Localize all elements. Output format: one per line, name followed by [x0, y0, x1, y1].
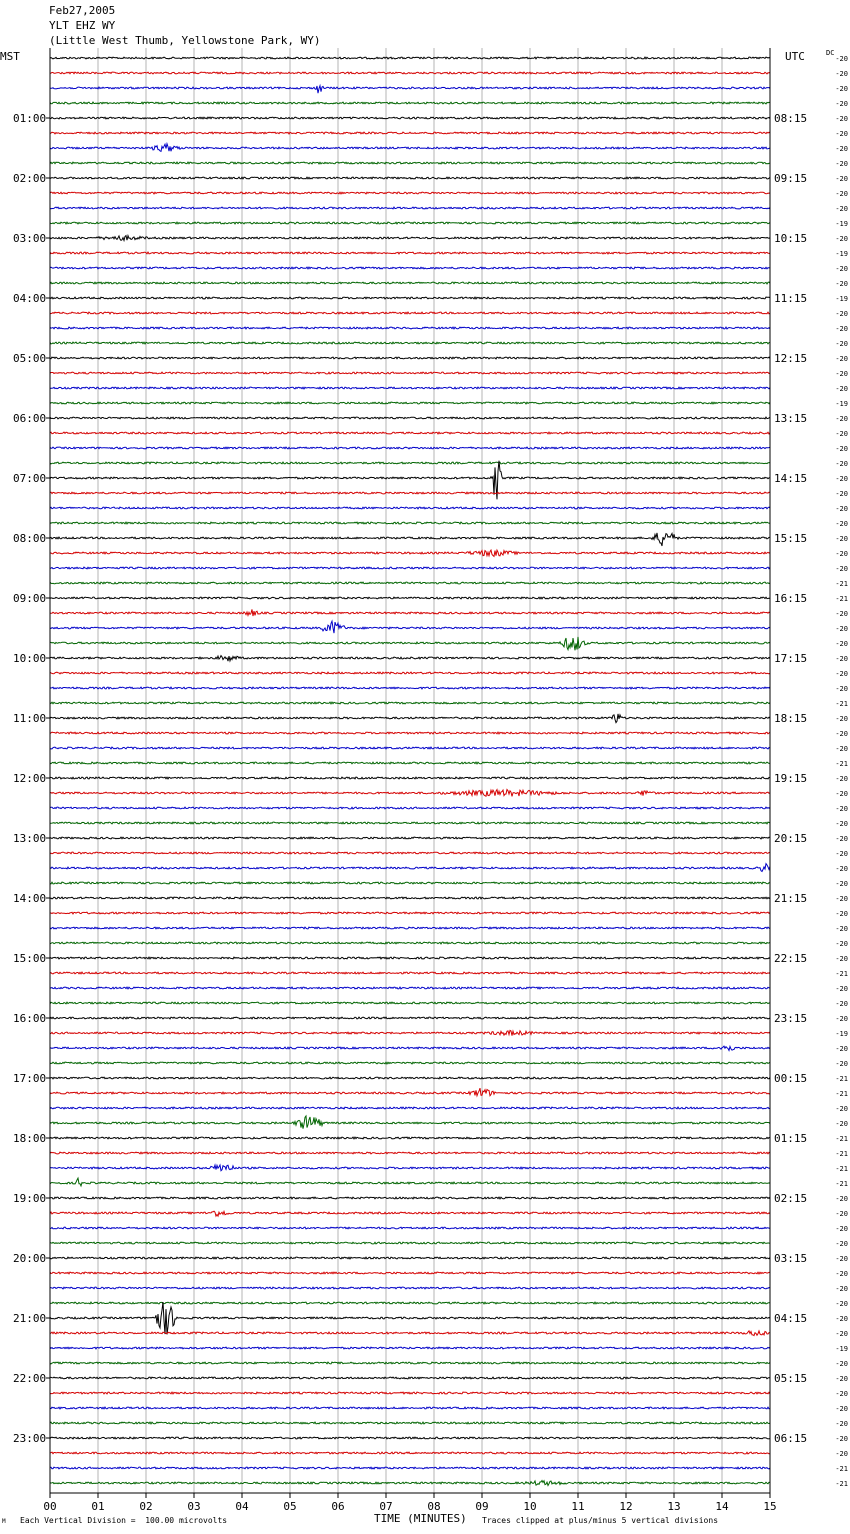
- trace-row-51: [50, 822, 770, 824]
- trace-row-24: [50, 417, 770, 419]
- station-code: YLT EHZ WY: [49, 19, 116, 32]
- dc-offset-value: -20: [835, 745, 848, 753]
- mst-hour-label: 21:00: [13, 1312, 47, 1325]
- trace-row-62: [50, 987, 770, 989]
- trace-row-66: [50, 1046, 770, 1050]
- dc-offset-value: -21: [835, 1090, 848, 1098]
- trace-row-45: [50, 732, 770, 734]
- dc-offset-value: -20: [835, 310, 848, 318]
- mst-hour-label: 14:00: [13, 892, 47, 905]
- mst-hour-label: 03:00: [13, 232, 47, 245]
- x-tick-label: 08: [427, 1500, 441, 1513]
- dc-offset-value: -20: [835, 1360, 848, 1368]
- dc-offset-value: -20: [835, 475, 848, 483]
- trace-row-27: [50, 462, 770, 464]
- utc-hour-label: 22:15: [774, 952, 808, 965]
- x-tick-label: 03: [187, 1500, 201, 1513]
- utc-hour-label: 08:15: [774, 112, 808, 125]
- trace-row-16: [50, 297, 770, 299]
- trace-row-59: [50, 942, 770, 944]
- trace-row-68: [50, 1077, 770, 1079]
- dc-offset-value: -20: [835, 775, 848, 783]
- x-tick-label: 06: [331, 1500, 345, 1513]
- mst-hour-label: 11:00: [13, 712, 47, 725]
- dc-offset-value: -20: [835, 445, 848, 453]
- dc-offset-value: -20: [835, 685, 848, 693]
- trace-row-64: [50, 1017, 770, 1019]
- dc-offset-value: -21: [835, 580, 848, 588]
- trace-row-34: [50, 567, 770, 569]
- dc-offset-value: -20: [835, 1225, 848, 1233]
- trace-row-22: [50, 387, 770, 389]
- utc-hour-label: 23:15: [774, 1012, 808, 1025]
- dc-offset-value: -20: [835, 610, 848, 618]
- scale-note: Each Vertical Division = 100.00 microvolts: [20, 1516, 228, 1525]
- dc-offset-value: -20: [835, 805, 848, 813]
- mst-hour-label: 19:00: [13, 1192, 47, 1205]
- utc-hour-label: 10:15: [774, 232, 808, 245]
- x-tick-label: 12: [619, 1500, 633, 1513]
- utc-hour-label: 13:15: [774, 412, 808, 425]
- trace-row-77: [50, 1211, 770, 1216]
- trace-row-63: [50, 1002, 770, 1004]
- dc-offset-value: -20: [835, 415, 848, 423]
- x-tick-label: 13: [667, 1500, 681, 1513]
- dc-offset-value: -21: [835, 595, 848, 603]
- x-tick-label: 10: [523, 1500, 537, 1513]
- dc-offset-value: -20: [835, 565, 848, 573]
- dc-offset-value: -21: [835, 1150, 848, 1158]
- dc-offset-value: -20: [835, 730, 848, 738]
- dc-offset-value: -20: [835, 1105, 848, 1113]
- dc-offset-label: DC: [826, 49, 835, 57]
- dc-offset-value: -20: [835, 235, 848, 243]
- mst-hour-label: 23:00: [13, 1432, 47, 1445]
- utc-hour-label: 16:15: [774, 592, 808, 605]
- trace-row-8: [50, 177, 770, 179]
- dc-offset-value: -20: [835, 925, 848, 933]
- trace-row-58: [50, 927, 770, 929]
- utc-hour-label: 15:15: [774, 532, 808, 545]
- mst-hour-label: 07:00: [13, 472, 47, 485]
- dc-offset-value: -20: [835, 1405, 848, 1413]
- dc-offset-value: -20: [835, 55, 848, 63]
- utc-hour-label: 03:15: [774, 1252, 808, 1265]
- axis-labels: [13, 55, 848, 1513]
- mst-hour-label: 10:00: [13, 652, 47, 665]
- trace-row-5: [50, 132, 770, 134]
- plot-date: Feb27,2005: [49, 4, 116, 17]
- dc-offset-value: -20: [835, 1390, 848, 1398]
- trace-row-40: [50, 656, 770, 662]
- dc-offset-value: -20: [835, 1285, 848, 1293]
- mst-hour-label: 18:00: [13, 1132, 47, 1145]
- mst-axis-label: MST: [0, 50, 20, 63]
- trace-row-38: [50, 621, 770, 633]
- trace-row-29: [50, 492, 770, 494]
- mst-hour-label: 02:00: [13, 172, 47, 185]
- trace-row-79: [50, 1242, 770, 1244]
- trace-row-46: [50, 747, 770, 749]
- trace-row-57: [50, 912, 770, 914]
- dc-offset-value: -19: [835, 1345, 848, 1353]
- dc-offset-value: -20: [835, 1330, 848, 1338]
- x-tick-label: 00: [43, 1500, 57, 1513]
- dc-offset-value: -20: [835, 715, 848, 723]
- trace-row-35: [50, 582, 770, 584]
- trace-row-72: [50, 1137, 770, 1139]
- trace-row-94: [50, 1467, 770, 1469]
- dc-offset-value: -20: [835, 985, 848, 993]
- trace-row-1: [50, 72, 770, 74]
- dc-offset-value: -20: [835, 385, 848, 393]
- trace-row-33: [50, 550, 770, 556]
- trace-row-71: [50, 1116, 770, 1129]
- trace-row-74: [50, 1165, 770, 1171]
- trace-row-14: [50, 267, 770, 269]
- dc-offset-value: -20: [835, 1315, 848, 1323]
- dc-offset-value: -20: [835, 490, 848, 498]
- trace-row-17: [50, 312, 770, 314]
- trace-row-39: [50, 637, 770, 650]
- trace-row-84: [50, 1302, 770, 1334]
- dc-offset-value: -20: [835, 370, 848, 378]
- utc-hour-label: 20:15: [774, 832, 808, 845]
- trace-row-21: [50, 372, 770, 374]
- x-axis-title: TIME (MINUTES): [374, 1512, 467, 1525]
- trace-row-80: [50, 1257, 770, 1259]
- x-tick-label: 02: [139, 1500, 153, 1513]
- mst-hour-label: 08:00: [13, 532, 47, 545]
- dc-offset-value: -20: [835, 70, 848, 78]
- dc-offset-value: -20: [835, 160, 848, 168]
- trace-row-69: [50, 1088, 770, 1096]
- trace-row-4: [50, 117, 770, 119]
- dc-offset-value: -20: [835, 1210, 848, 1218]
- trace-row-78: [50, 1227, 770, 1229]
- dc-offset-value: -20: [835, 910, 848, 918]
- utc-hour-label: 21:15: [774, 892, 808, 905]
- dc-offset-value: -20: [835, 895, 848, 903]
- dc-offset-value: -21: [835, 1135, 848, 1143]
- trace-row-65: [50, 1030, 770, 1035]
- dc-offset-value: -20: [835, 670, 848, 678]
- trace-row-2: [50, 86, 770, 94]
- utc-hour-label: 04:15: [774, 1312, 808, 1325]
- trace-row-70: [50, 1107, 770, 1109]
- seismic-traces: [50, 57, 770, 1485]
- dc-offset-value: -20: [835, 175, 848, 183]
- dc-offset-value: -20: [835, 520, 848, 528]
- trace-row-43: [50, 702, 770, 704]
- dc-offset-value: -20: [835, 1060, 848, 1068]
- trace-row-0: [50, 57, 770, 59]
- trace-row-95: [50, 1481, 770, 1486]
- trace-row-91: [50, 1422, 770, 1424]
- dc-offset-value: -20: [835, 100, 848, 108]
- dc-offset-value: -20: [835, 655, 848, 663]
- x-tick-label: 04: [235, 1500, 249, 1513]
- utc-hour-label: 05:15: [774, 1372, 808, 1385]
- trace-row-93: [50, 1452, 770, 1454]
- mst-hour-label: 15:00: [13, 952, 47, 965]
- utc-hour-label: 12:15: [774, 352, 808, 365]
- trace-row-50: [50, 807, 770, 809]
- dc-offset-value: -20: [835, 340, 848, 348]
- dc-offset-value: -20: [835, 1000, 848, 1008]
- mst-hour-label: 05:00: [13, 352, 47, 365]
- trace-row-18: [50, 327, 770, 329]
- dc-offset-value: -20: [835, 280, 848, 288]
- dc-offset-value: -20: [835, 1450, 848, 1458]
- trace-row-15: [50, 282, 770, 284]
- dc-offset-value: -20: [835, 460, 848, 468]
- trace-row-47: [50, 762, 770, 764]
- dc-offset-value: -20: [835, 130, 848, 138]
- dc-offset-value: -19: [835, 295, 848, 303]
- plot-frame: [50, 48, 770, 1493]
- dc-offset-value: -20: [835, 145, 848, 153]
- dc-offset-value: -20: [835, 880, 848, 888]
- dc-offset-value: -20: [835, 835, 848, 843]
- trace-row-23: [50, 402, 770, 404]
- dc-offset-value: -20: [835, 1300, 848, 1308]
- dc-offset-value: -19: [835, 250, 848, 258]
- trace-row-12: [50, 236, 770, 241]
- trace-row-60: [50, 957, 770, 959]
- dc-offset-value: -21: [835, 1180, 848, 1188]
- trace-row-7: [50, 162, 770, 164]
- minute-gridlines: [98, 48, 722, 1493]
- dc-offset-value: -20: [835, 535, 848, 543]
- utc-axis-label: UTC: [785, 50, 805, 63]
- trace-row-56: [50, 897, 770, 899]
- utc-hour-label: 14:15: [774, 472, 808, 485]
- trace-row-10: [50, 207, 770, 209]
- trace-row-30: [50, 507, 770, 509]
- trace-row-19: [50, 342, 770, 344]
- dc-offset-value: -21: [835, 700, 848, 708]
- dc-offset-value: -20: [835, 430, 848, 438]
- x-tick-label: 11: [571, 1500, 585, 1513]
- dc-offset-value: -20: [835, 115, 848, 123]
- mst-hour-label: 09:00: [13, 592, 47, 605]
- dc-offset-value: -20: [835, 1120, 848, 1128]
- x-tick-label: 07: [379, 1500, 393, 1513]
- trace-row-89: [50, 1392, 770, 1394]
- trace-row-81: [50, 1272, 770, 1274]
- trace-row-73: [50, 1152, 770, 1154]
- dc-offset-value: -21: [835, 760, 848, 768]
- dc-offset-value: -20: [835, 940, 848, 948]
- dc-offset-value: -20: [835, 85, 848, 93]
- mst-hour-label: 04:00: [13, 292, 47, 305]
- dc-offset-value: -20: [835, 505, 848, 513]
- dc-offset-value: -20: [835, 955, 848, 963]
- trace-row-85: [50, 1331, 770, 1336]
- dc-offset-value: -20: [835, 1435, 848, 1443]
- trace-row-49: [50, 790, 770, 797]
- trace-row-42: [50, 687, 770, 689]
- dc-offset-value: -19: [835, 400, 848, 408]
- dc-offset-value: -20: [835, 1255, 848, 1263]
- trace-row-88: [50, 1377, 770, 1379]
- clip-note: Traces clipped at plus/minus 5 vertical divisions: [482, 1516, 719, 1525]
- trace-row-54: [50, 864, 770, 872]
- station-location: (Little West Thumb, Yellowstone Park, WY): [49, 34, 321, 47]
- trace-row-3: [50, 102, 770, 104]
- dc-offset-value: -20: [835, 550, 848, 558]
- trace-row-53: [50, 852, 770, 854]
- dc-offset-value: -19: [835, 220, 848, 228]
- trace-row-32: [50, 533, 770, 546]
- trace-row-9: [50, 192, 770, 194]
- x-tick-label: 14: [715, 1500, 729, 1513]
- dc-offset-value: -20: [835, 1375, 848, 1383]
- trace-row-67: [50, 1062, 770, 1064]
- utc-hour-label: 01:15: [774, 1132, 808, 1145]
- dc-offset-value: -21: [835, 1465, 848, 1473]
- dc-offset-value: -20: [835, 1045, 848, 1053]
- dc-offset-value: -20: [835, 1420, 848, 1428]
- trace-row-13: [50, 252, 770, 254]
- trace-row-37: [50, 609, 770, 616]
- dc-offset-value: -20: [835, 1195, 848, 1203]
- trace-row-61: [50, 972, 770, 974]
- trace-row-44: [50, 714, 770, 723]
- dc-offset-value: -20: [835, 640, 848, 648]
- mst-hour-label: 12:00: [13, 772, 47, 785]
- scale-marker: M: [2, 1518, 6, 1525]
- mst-hour-label: 13:00: [13, 832, 47, 845]
- dc-offset-value: -20: [835, 820, 848, 828]
- mst-hour-label: 20:00: [13, 1252, 47, 1265]
- x-tick-label: 05: [283, 1500, 297, 1513]
- trace-row-92: [50, 1437, 770, 1439]
- trace-row-6: [50, 144, 770, 152]
- mst-hour-label: 01:00: [13, 112, 47, 125]
- x-tick-label: 09: [475, 1500, 489, 1513]
- dc-offset-value: -20: [835, 1270, 848, 1278]
- x-tick-label: 15: [763, 1500, 777, 1513]
- dc-offset-value: -21: [835, 1480, 848, 1488]
- trace-row-90: [50, 1407, 770, 1409]
- dc-offset-value: -20: [835, 790, 848, 798]
- dc-offset-value: -20: [835, 1240, 848, 1248]
- trace-row-41: [50, 672, 770, 674]
- dc-offset-value: -20: [835, 865, 848, 873]
- trace-row-25: [50, 432, 770, 434]
- trace-row-87: [50, 1362, 770, 1364]
- dc-offset-value: -21: [835, 970, 848, 978]
- dc-offset-value: -21: [835, 1165, 848, 1173]
- trace-row-31: [50, 522, 770, 524]
- dc-offset-value: -20: [835, 205, 848, 213]
- trace-row-86: [50, 1347, 770, 1349]
- mst-hour-label: 22:00: [13, 1372, 47, 1385]
- trace-row-20: [50, 357, 770, 359]
- dc-offset-value: -21: [835, 1075, 848, 1083]
- trace-row-75: [50, 1178, 770, 1186]
- trace-row-52: [50, 837, 770, 839]
- trace-row-26: [50, 447, 770, 449]
- mst-hour-label: 06:00: [13, 412, 47, 425]
- trace-row-82: [50, 1287, 770, 1289]
- utc-hour-label: 19:15: [774, 772, 808, 785]
- mst-hour-label: 17:00: [13, 1072, 47, 1085]
- utc-hour-label: 06:15: [774, 1432, 808, 1445]
- dc-offset-value: -20: [835, 625, 848, 633]
- dc-offset-value: -20: [835, 325, 848, 333]
- utc-hour-label: 00:15: [774, 1072, 808, 1085]
- dc-offset-value: -20: [835, 190, 848, 198]
- trace-row-36: [50, 597, 770, 599]
- utc-hour-label: 18:15: [774, 712, 808, 725]
- mst-hour-label: 16:00: [13, 1012, 47, 1025]
- trace-row-11: [50, 222, 770, 224]
- x-tick-label: 01: [91, 1500, 105, 1513]
- trace-row-48: [50, 777, 770, 779]
- utc-hour-label: 02:15: [774, 1192, 808, 1205]
- trace-row-76: [50, 1197, 770, 1199]
- dc-offset-value: -19: [835, 1030, 848, 1038]
- utc-hour-label: 09:15: [774, 172, 808, 185]
- trace-row-55: [50, 882, 770, 884]
- dc-offset-value: -20: [835, 850, 848, 858]
- dc-offset-value: -20: [835, 1015, 848, 1023]
- trace-row-83: [50, 1302, 770, 1304]
- utc-hour-label: 11:15: [774, 292, 808, 305]
- utc-hour-label: 17:15: [774, 652, 808, 665]
- dc-offset-value: -20: [835, 265, 848, 273]
- dc-offset-value: -20: [835, 355, 848, 363]
